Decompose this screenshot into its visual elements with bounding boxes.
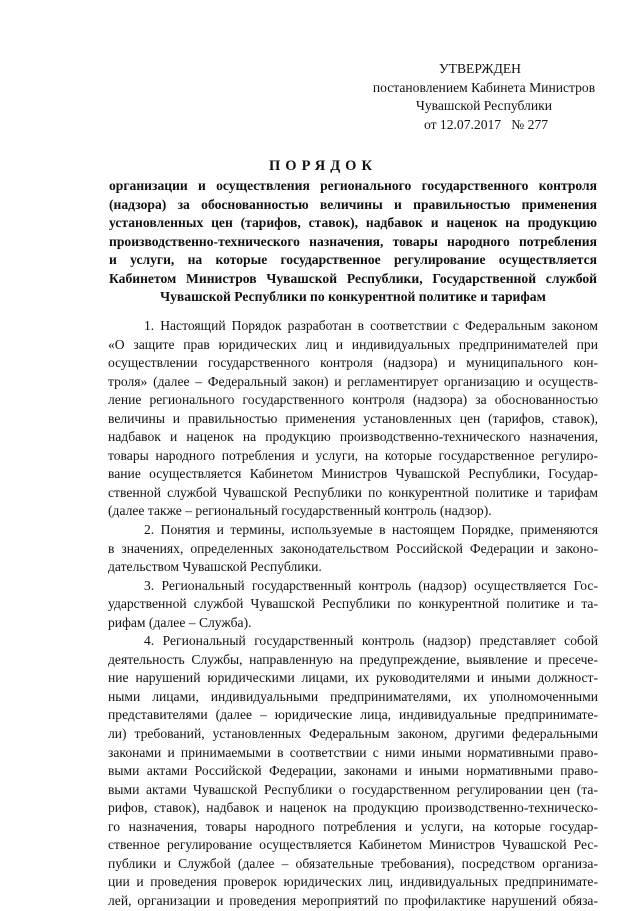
body-line: 3. Региональный государственный контроль (надзор) осуществляется Гос- <box>144 577 598 593</box>
body-line: рифов, ставок), надбавок и наценок на продукцию производственно-техническо- <box>108 800 598 816</box>
body-line: «О защите прав юридических лиц и индивидуальных предпринимателей при <box>108 336 598 352</box>
subtitle-line: организации и осуществления регионального государственного контроля <box>109 178 597 193</box>
approval-line-1: постановлением Кабинета Министров <box>372 79 596 95</box>
document-subtitle <box>109 177 597 307</box>
body-line: лей, организации и проведения мероприятий по профилактике нарушений обяза- <box>108 892 598 908</box>
body-line: 4. Региональный государственный контроль (надзор) представляет собой <box>144 633 598 649</box>
body-line: выми актами Чувашской Республики о государственном регулировании цен (та- <box>108 781 598 797</box>
body-line: ударственной службой Чувашской Республики по конкурентной политике и та- <box>108 596 598 612</box>
body-line: ли) требований, установленных Федеральным законом, другими федеральными <box>108 726 598 742</box>
document-body <box>108 317 598 911</box>
body-line: осуществлении государственного контроля (надзора) и муниципального кон- <box>108 355 598 371</box>
body-line: рифам (далее – Служба). <box>108 614 252 630</box>
approval-heading: УТВЕРЖДЕН <box>439 61 521 76</box>
body-line: ние нарушений юридическими лицами, их руководителями и иными должност- <box>108 670 598 686</box>
body-line: в значениях, определенных законодательством Российской Федерации и законо- <box>108 540 598 556</box>
subtitle-line: и услуги, на которые государственное регулирование осуществляется <box>109 252 597 267</box>
subtitle-line: Кабинетом Министров Чувашской Республики, Государственной службой <box>109 270 597 286</box>
document-title: ПОРЯДОК <box>269 158 377 174</box>
body-line: ление регионального государственного контроля (надзора) за обоснованностью <box>108 392 598 408</box>
approval-stamp <box>355 60 605 134</box>
body-line: троля» (далее – Федеральный закон) и регламентирует организацию и осуществ- <box>108 373 598 389</box>
body-line: представителями (далее – юридические лица, индивидуальные предпринимате- <box>108 707 598 723</box>
body-line: ными лицами, индивидуальными предпринимателями, их уполномоченными <box>108 688 598 704</box>
approval-line-2: Чувашской Республики <box>416 98 552 113</box>
body-line: товары народного потребления и услуги, на которые государственное регулиро- <box>108 447 598 463</box>
body-line: (далее также – региональный государственный контроль (надзор). <box>108 503 492 519</box>
body-line: ственной службой Чувашской Республики по конкурентной политике и тарифам <box>108 484 598 500</box>
body-line: вание осуществляется Кабинетом Министров Чувашской Республики, Государ- <box>108 466 598 482</box>
subtitle-line: (надзора) за обоснованностью величины и правильностью применения <box>109 196 597 212</box>
body-line: 2. Понятия и термины, используемые в настоящем Порядке, применяются <box>144 522 598 538</box>
body-line: дательством Чувашской Республики. <box>108 559 322 575</box>
approval-line-3: от 12.07.2017 № 277 <box>423 116 549 132</box>
subtitle-line: производственно-технического назначения, товары народного потребления <box>109 233 597 249</box>
body-line: публики и Службой (далее – обязательные требования), посредством организа- <box>108 855 598 871</box>
body-line: выми актами Российской Федерации, законами и иными нормативными право- <box>108 763 598 779</box>
body-line: надбавок и наценок на продукцию производственно-технического назначения, <box>108 429 598 445</box>
body-line: величины и правильностью применения установленных цен (тарифов, ставок), <box>108 410 598 426</box>
subtitle-line: установленных цен (тарифов, ставок), надбавок и наценок на продукцию <box>109 215 597 230</box>
body-line: ции и проведения проверок юридических лиц, индивидуальных предпринимате- <box>108 874 598 890</box>
body-line: го назначения, товары народного потребления и услуги, на которые государ- <box>108 818 598 834</box>
body-line: деятельность Службы, направленную на предупреждение, выявление и пресече- <box>108 651 598 667</box>
body-line: законами и принимаемыми в соответствии с ними иными нормативными право- <box>108 744 598 760</box>
subtitle-line: Чувашской Республики по конкурентной политике и тарифам <box>160 289 546 304</box>
body-line: 1. Настоящий Порядок разработан в соответствии с Федеральным законом <box>144 318 598 333</box>
body-line: ственное регулирование осуществляется Кабинетом Министров Чувашской Рес- <box>108 837 598 853</box>
